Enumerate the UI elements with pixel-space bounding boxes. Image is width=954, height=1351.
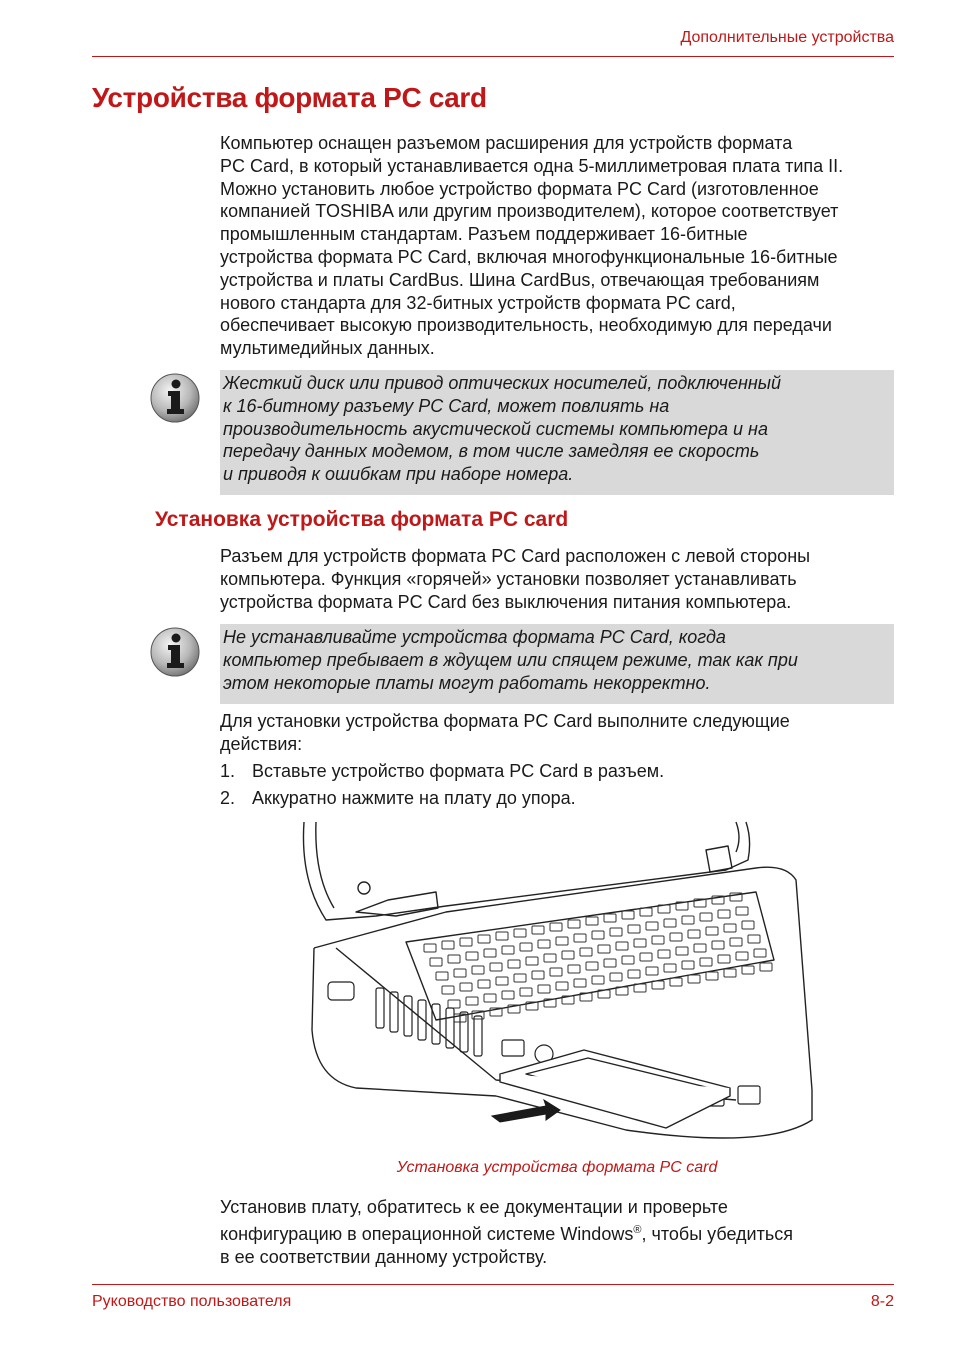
pc-card-insertion-illustration bbox=[296, 820, 816, 1140]
closing-text: , чтобы убедиться bbox=[641, 1223, 793, 1244]
info-icon bbox=[149, 626, 201, 678]
footer-rule bbox=[92, 1284, 894, 1285]
note-line: Не устанавливайте устройства формата PC Card, когда bbox=[223, 627, 726, 647]
steps-intro-line: Для установки устройства формата PC Card выполните следующие bbox=[220, 711, 790, 731]
page-number: 8-2 bbox=[870, 1293, 894, 1310]
list-item bbox=[220, 788, 576, 809]
header-rule bbox=[92, 56, 894, 57]
closing-line: Установив плату, обратитесь к ее документации и проверьте bbox=[220, 1197, 728, 1217]
step-number: 2. bbox=[220, 788, 236, 808]
install-line: устройства формата PC Card без выключения питания компьютера. bbox=[220, 591, 792, 612]
figure-caption: Установка устройства формата PC card bbox=[396, 1159, 718, 1176]
note-line: и приводя к ошибкам при наборе номера. bbox=[223, 464, 574, 485]
intro-line: устройства формата PC Card, включая многофункциональные 16-битные bbox=[220, 246, 838, 267]
note-line: этом некоторые платы могут работать некорректно. bbox=[223, 672, 711, 693]
page-title: Устройства формата PC card bbox=[92, 82, 487, 113]
steps-intro-line: действия: bbox=[220, 733, 303, 754]
note-line: компьютер пребывает в ждущем или спящем режиме, так как при bbox=[223, 649, 798, 670]
footer-manual-title: Руководство пользователя bbox=[92, 1293, 292, 1310]
step-text: Аккуратно нажмите на плату до упора. bbox=[252, 788, 576, 808]
note-line: передачу данных модемом, в том числе замедляя ее скорость bbox=[223, 441, 760, 462]
intro-line: компанией TOSHIBA или другим производителем), которое соответствует bbox=[220, 201, 839, 222]
list-item bbox=[220, 761, 664, 782]
install-paragraph bbox=[220, 545, 900, 613]
intro-paragraph bbox=[220, 132, 900, 360]
closing-line bbox=[220, 1219, 900, 1246]
closing-paragraph bbox=[220, 1196, 900, 1268]
note-line: производительность акустической системы компьютера и на bbox=[223, 418, 768, 439]
steps-intro bbox=[220, 710, 900, 756]
intro-line: Компьютер оснащен разъемом расширения для устройств формата bbox=[220, 133, 793, 153]
closing-text: конфигурацию в операционной системе Windows bbox=[220, 1223, 634, 1244]
page-header-section: Дополнительные устройства bbox=[680, 29, 894, 46]
intro-line: промышленным стандартам. Разъем поддерживает 16-битные bbox=[220, 224, 748, 245]
section-subtitle: Установка устройства формата PC card bbox=[155, 508, 569, 531]
info-icon bbox=[149, 372, 201, 424]
note-line: к 16-битному разъему PC Card, может повлиять на bbox=[223, 395, 670, 416]
install-line: Разъем для устройств формата PC Card расположен с левой стороны bbox=[220, 546, 811, 566]
registered-mark: ® bbox=[633, 1223, 642, 1236]
install-line: компьютера. Функция «горячей» установки позволяет устанавливать bbox=[220, 568, 797, 589]
step-text: Вставьте устройство формата PC Card в разъем. bbox=[252, 761, 665, 781]
note-box bbox=[220, 624, 894, 704]
step-number: 1. bbox=[220, 761, 236, 781]
intro-line: Можно установить любое устройство формата PC Card (изготовленное bbox=[220, 178, 819, 199]
closing-line: в ее соответствии данному устройству. bbox=[220, 1246, 548, 1267]
intro-line: PC Card, в который устанавливается одна 5-миллиметровая плата типа II. bbox=[220, 155, 844, 176]
intro-line: нового стандарта для 32-битных устройств формата PC card, bbox=[220, 292, 736, 313]
note-line: Жесткий диск или привод оптических носителей, подключенный bbox=[223, 373, 782, 393]
note-box bbox=[220, 370, 894, 495]
intro-line: обеспечивает высокую производительность, необходимую для передачи bbox=[220, 315, 832, 336]
intro-line: мультимедийных данных. bbox=[220, 338, 435, 359]
intro-line: устройства и платы CardBus. Шина CardBus, отвечающая требованиям bbox=[220, 269, 820, 290]
